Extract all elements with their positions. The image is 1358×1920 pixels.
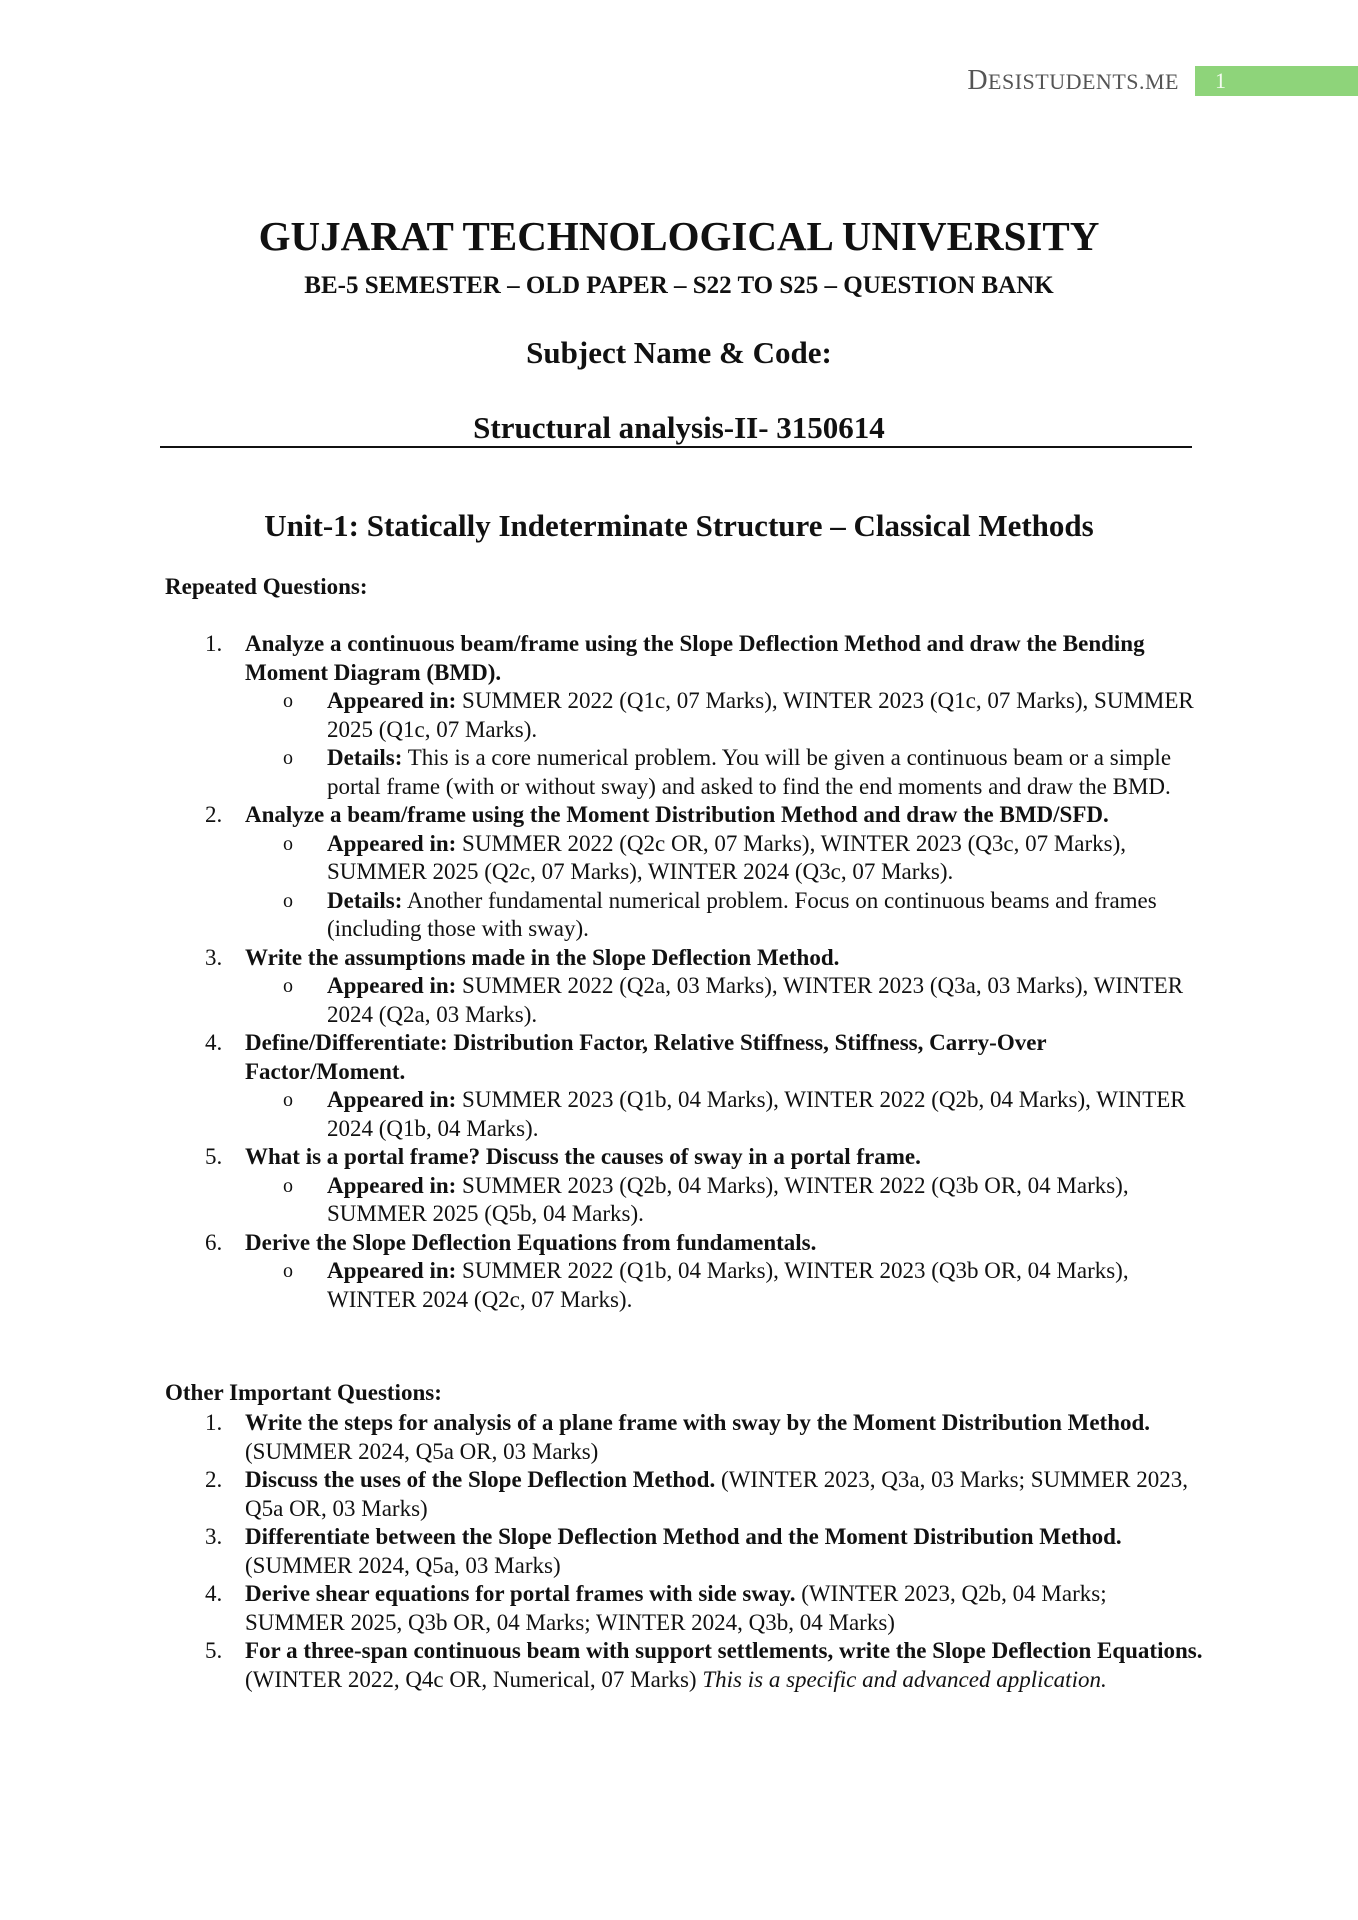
site-name: DESISTUDENTS.ME xyxy=(967,65,1179,96)
document-subtitle: BE-5 SEMESTER – OLD PAPER – S22 TO S25 – QUESTION BANK xyxy=(304,272,1054,299)
document-title: GUJARAT TECHNOLOGICAL UNIVERSITY xyxy=(258,213,1100,259)
bullet-icon: o xyxy=(283,889,293,912)
question-item: 6. Derive the Slope Deflection Equations from fundamentals. xyxy=(205,1229,817,1255)
page-number-badge xyxy=(1195,66,1358,96)
question-item: 2. Analyze a beam/frame using the Moment Distribution Method and draw the BMD/SFD. xyxy=(205,802,1109,827)
question-item: 4. Derive shear equations for portal frames with side sway. (WINTER 2023, Q2b, 04 Marks; SUMMER 2025, Q3b OR, 04 Marks; WINTER 2024, Q3b, 04 Marks) xyxy=(205,1581,1107,1635)
bullet-icon: o xyxy=(283,690,293,712)
appeared-in-item: o Appeared in: SUMMER 2023 (Q2b, 04 Marks), WINTER 2022 (Q3b OR, 04 Marks), SUMMER 2025 (Q5b, 04 Marks). xyxy=(283,1172,1129,1226)
other-questions-list xyxy=(165,1409,1205,1694)
subject-label: Subject Name & Code: xyxy=(526,335,832,370)
details-item: o Details: Another fundamental numerical problem. Focus on continuous beams and frames (including those with sway). xyxy=(283,887,1157,941)
page-header xyxy=(967,66,1358,96)
bullet-icon: o xyxy=(283,1260,293,1282)
details-item: o Details: This is a core numerical problem. You will be given a continuous beam or a simple portal frame (with or without sway) and asked to find the end moments and draw the BMD. xyxy=(283,745,1172,799)
appeared-in-item: o Appeared in: SUMMER 2022 (Q1c, 07 Marks), WINTER 2023 (Q1c, 07 Marks), SUMMER 2025 (Q1c, 07 Marks). xyxy=(283,688,1194,742)
question-item: 2. Discuss the uses of the Slope Deflection Method. (WINTER 2023, Q3a, 03 Marks; SUMMER 2023, Q5a OR, 03 Marks) xyxy=(205,1467,1188,1521)
question-item: 3. Write the assumptions made in the Slope Deflection Method. xyxy=(205,944,840,970)
bullet-icon: o xyxy=(283,1089,293,1111)
question-item: 1. Analyze a continuous beam/frame using the Slope Deflection Method and draw the Bending Moment Diagram (BMD). xyxy=(205,631,1145,685)
subject-name-code: Structural analysis-II- 3150614 xyxy=(473,410,885,445)
bullet-icon: o xyxy=(283,1174,293,1197)
question-item: 5. What is a portal frame? Discuss the causes of sway in a portal frame. xyxy=(205,1144,921,1169)
question-item: 3. Differentiate between the Slope Deflection Method and the Moment Distribution Method. (SUMMER 2024, Q5a, 03 Marks) xyxy=(205,1524,1122,1578)
unit-title: Unit-1: Statically Indeterminate Structure – Classical Methods xyxy=(264,508,1094,543)
page-number: 1 xyxy=(1215,68,1226,93)
bullet-icon: o xyxy=(283,832,293,855)
appeared-in-item: o Appeared in: SUMMER 2022 (Q2c OR, 07 Marks), WINTER 2023 (Q3c, 07 Marks), SUMMER 2025 (Q2c, 07 Marks), WINTER 2024 (Q3c, 07 Marks). xyxy=(283,830,1127,884)
repeated-questions-heading: Repeated Questions: xyxy=(165,574,368,599)
divider xyxy=(160,446,1192,448)
appeared-in-item: o Appeared in: SUMMER 2023 (Q1b, 04 Marks), WINTER 2022 (Q2b, 04 Marks), WINTER 2024 (Q1b, 04 Marks). xyxy=(283,1087,1186,1141)
appeared-in-item: o Appeared in: SUMMER 2022 (Q1b, 04 Marks), WINTER 2023 (Q3b OR, 04 Marks), WINTER 2024 (Q2c, 07 Marks). xyxy=(283,1258,1129,1312)
repeated-questions-list xyxy=(165,630,1205,1314)
bullet-icon: o xyxy=(283,747,293,769)
other-questions-heading: Other Important Questions: xyxy=(165,1380,442,1405)
appeared-in-item: o Appeared in: SUMMER 2022 (Q2a, 03 Marks), WINTER 2023 (Q3a, 03 Marks), WINTER 2024 (Q2a, 03 Marks). xyxy=(283,973,1184,1027)
question-item: 1. Write the steps for analysis of a plane frame with sway by the Moment Distribution Method. (SUMMER 2024, Q5a OR, 03 Marks) xyxy=(205,1410,1151,1464)
bullet-icon: o xyxy=(283,975,293,997)
question-note: This is a specific and advanced application. xyxy=(702,1666,1107,1692)
question-item: 4. Define/Differentiate: Distribution Factor, Relative Stiffness, Stiffness, Carry-Over Factor/Moment. xyxy=(205,1030,1047,1084)
question-item: 5. For a three-span continuous beam with support settlements, write the Slope Deflection Equations. (WINTER 2022, Q4c OR, Numerical, 07 Marks) This is a specific and advanced application. xyxy=(205,1638,1203,1692)
